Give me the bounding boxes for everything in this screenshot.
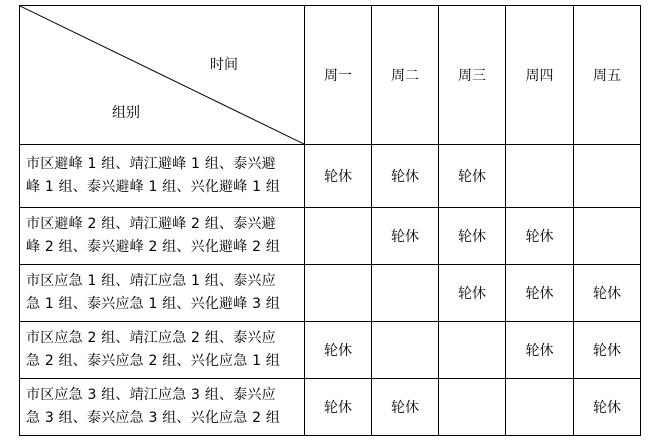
table-row <box>20 379 641 436</box>
status-cell: 轮休 <box>439 208 506 265</box>
status-cell <box>372 322 439 379</box>
group-line: 急 1 组、泰兴应急 1 组、兴化避峰 3 组 <box>26 296 281 312</box>
status-cell: 轮休 <box>372 208 439 265</box>
status-cell: 轮休 <box>506 322 574 379</box>
corner-header-cell <box>20 6 305 145</box>
table-row <box>20 322 641 379</box>
group-line: 市区避峰 2 组、靖江避峰 2 组、泰兴避 <box>26 216 276 232</box>
group-header-label: 组别 <box>112 105 140 121</box>
status-cell: 轮休 <box>506 208 574 265</box>
status-cell: 轮休 <box>439 265 506 322</box>
table-row <box>20 145 641 208</box>
group-line: 急 2 组、泰兴应急 2 组、兴化应急 1 组 <box>26 353 281 369</box>
status-cell <box>574 145 641 208</box>
day-header-fri: 周五 <box>574 6 641 145</box>
day-header-mon: 周一 <box>305 6 372 145</box>
group-cell <box>20 322 305 379</box>
status-cell <box>305 265 372 322</box>
group-cell <box>20 379 305 436</box>
status-cell <box>372 265 439 322</box>
status-cell: 轮休 <box>372 379 439 436</box>
day-header-thu: 周四 <box>506 6 574 145</box>
status-cell: 轮休 <box>439 145 506 208</box>
status-cell <box>439 379 506 436</box>
diagonal-divider <box>20 6 304 144</box>
status-cell: 轮休 <box>305 322 372 379</box>
status-cell <box>506 379 574 436</box>
status-cell: 轮休 <box>506 265 574 322</box>
status-cell <box>305 208 372 265</box>
time-header-label: 时间 <box>210 57 238 73</box>
group-line: 峰 1 组、泰兴避峰 1 组、兴化避峰 1 组 <box>26 179 281 195</box>
rotation-schedule-table <box>19 5 641 436</box>
group-cell <box>20 145 305 208</box>
group-line: 市区应急 2 组、靖江应急 2 组、泰兴应 <box>26 330 276 346</box>
day-header-tue: 周二 <box>372 6 439 145</box>
status-cell <box>439 322 506 379</box>
status-cell: 轮休 <box>372 145 439 208</box>
status-cell: 轮休 <box>574 322 641 379</box>
group-cell <box>20 265 305 322</box>
status-cell: 轮休 <box>574 265 641 322</box>
header-row <box>20 6 641 145</box>
group-line: 峰 2 组、泰兴避峰 2 组、兴化避峰 2 组 <box>26 239 281 255</box>
group-line: 市区应急 1 组、靖江应急 1 组、泰兴应 <box>26 273 276 289</box>
status-cell <box>574 208 641 265</box>
status-cell: 轮休 <box>305 379 372 436</box>
table-row <box>20 265 641 322</box>
table-row <box>20 208 641 265</box>
group-cell <box>20 208 305 265</box>
group-line: 市区应急 3 组、靖江应急 3 组、泰兴应 <box>26 387 276 403</box>
group-line: 急 3 组、泰兴应急 3 组、兴化应急 2 组 <box>26 410 281 426</box>
day-header-wed: 周三 <box>439 6 506 145</box>
group-line: 市区避峰 1 组、靖江避峰 1 组、泰兴避 <box>26 156 276 172</box>
status-cell <box>506 145 574 208</box>
status-cell: 轮休 <box>305 145 372 208</box>
status-cell: 轮休 <box>574 379 641 436</box>
